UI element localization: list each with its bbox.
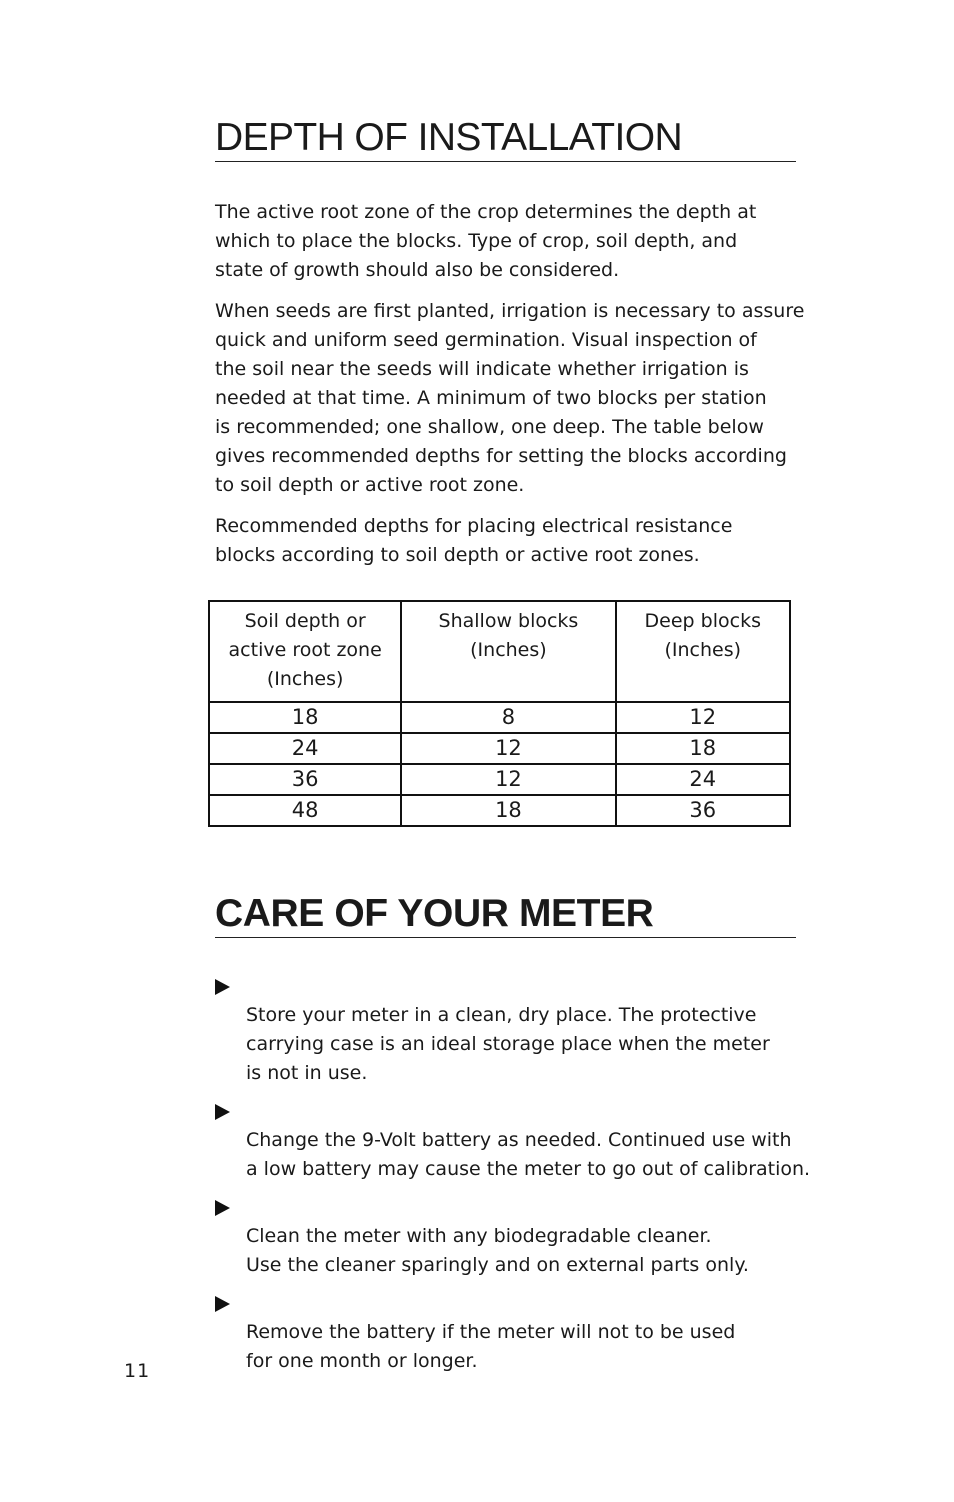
- cell-deep: 24: [616, 764, 790, 795]
- list-item-text: Change the 9-Volt battery as needed. Continued use with a low battery may cause the meter to go out of calibration.: [246, 1129, 811, 1180]
- cell-soil-depth: 24: [209, 733, 401, 764]
- table-caption: Recommended depths for placing electrical resistance blocks according to soil depth or active root zones.: [215, 515, 733, 566]
- list-item-text: Remove the battery if the meter will not to be used for one month or longer.: [246, 1321, 736, 1372]
- triangle-bullet-icon: [215, 979, 230, 995]
- table-row: [209, 702, 790, 733]
- list-item: [215, 1193, 815, 1280]
- section-title-depth: DEPTH OF INSTALLATION: [215, 118, 796, 162]
- list-item: [215, 972, 815, 1088]
- paragraph-intro: The active root zone of the crop determines the depth at which to place the blocks. Type of crop, soil depth, and state of growth should also be considered.: [215, 201, 757, 281]
- cell-shallow: 12: [401, 733, 615, 764]
- triangle-bullet-icon: [215, 1296, 230, 1312]
- list-item-text: Clean the meter with any biodegradable cleaner. Use the cleaner sparingly and on external parts only.: [246, 1225, 749, 1276]
- list-item-text: Store your meter in a clean, dry place. The protective carrying case is an ideal storage place when the meter is not in use.: [246, 1004, 770, 1084]
- header-deep-blocks: Deep blocks (Inches): [616, 601, 790, 702]
- paragraph-seeds: When seeds are first planted, irrigation is necessary to assure quick and uniform seed germination. Visual inspection of the soil near the seeds will indicate whether irrigation is needed at that time. A minimum of two blocks per station is recommended; one shallow, one deep. The table below gives recommended depths for setting the blocks according to soil depth or active root zone.: [215, 300, 805, 496]
- list-item: [215, 1097, 815, 1184]
- cell-deep: 18: [616, 733, 790, 764]
- table-row: [209, 764, 790, 795]
- section-title-care: CARE OF YOUR METER: [215, 894, 796, 938]
- list-item: [215, 1289, 815, 1376]
- cell-soil-depth: 36: [209, 764, 401, 795]
- triangle-bullet-icon: [215, 1104, 230, 1120]
- table-row: [209, 733, 790, 764]
- cell-shallow: 18: [401, 795, 615, 826]
- cell-shallow: 12: [401, 764, 615, 795]
- cell-deep: 12: [616, 702, 790, 733]
- table-row: [209, 795, 790, 826]
- page-number: 11: [124, 1360, 151, 1382]
- triangle-bullet-icon: [215, 1200, 230, 1216]
- cell-deep: 36: [616, 795, 790, 826]
- cell-soil-depth: 48: [209, 795, 401, 826]
- depth-table: [208, 600, 791, 827]
- cell-shallow: 8: [401, 702, 615, 733]
- care-list: [215, 972, 815, 1385]
- header-soil-depth: Soil depth or active root zone (Inches): [209, 601, 401, 702]
- table-header-row: [209, 601, 790, 702]
- header-shallow-blocks: Shallow blocks (Inches): [401, 601, 615, 702]
- cell-soil-depth: 18: [209, 702, 401, 733]
